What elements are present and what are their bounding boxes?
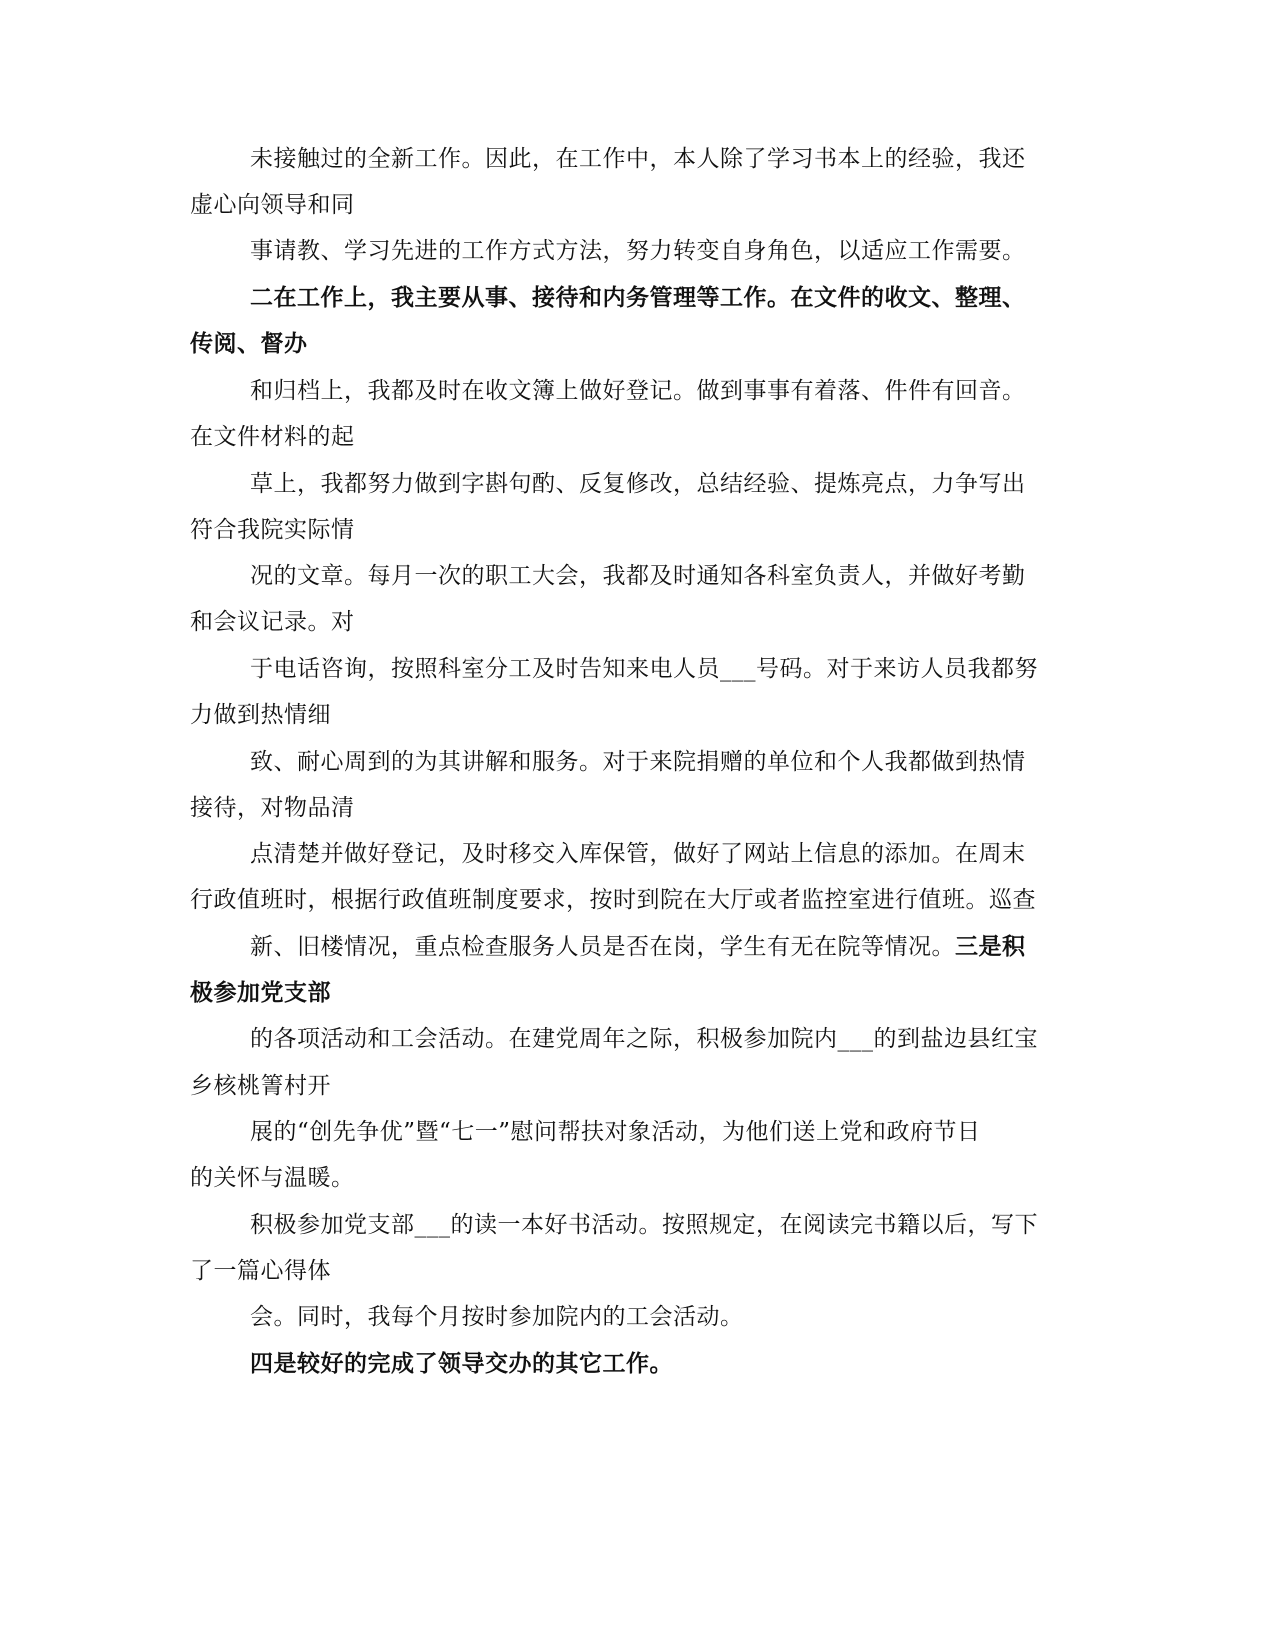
section-heading-line: 传阅、督办: [190, 330, 308, 357]
text-line: 事请教、学习先进的工作方式方法，努力转变自身角色，以适应工作需要。: [250, 238, 1026, 264]
text-line: 和归档上，我都及时在收文簿上做好登记。做到事事有着落、件件有回音。: [250, 378, 1026, 404]
section-heading-line: 二在工作上，我主要从事、接待和内务管理等工作。在文件的收文、整理、: [250, 284, 1026, 311]
text-line: 力做到热情细: [190, 702, 331, 728]
text-line: 会。同时，我每个月按时参加院内的工会活动。: [250, 1304, 744, 1330]
section-heading-line: 极参加党支部: [190, 979, 331, 1006]
text-line: 未接触过的全新工作。因此，在工作中，本人除了学习书本上的经验，我还: [250, 146, 1026, 172]
text-line: 在文件材料的起: [190, 424, 355, 450]
text-line: 符合我院实际情: [190, 517, 355, 543]
text-line: 况的文章。每月一次的职工大会，我都及时通知各科室负责人，并做好考勤: [250, 563, 1026, 589]
text-line: 于电话咨询，按照科室分工及时告知来电人员___号码。对于来访人员我都努: [250, 656, 1038, 682]
section-heading-line: 四是较好的完成了领导交办的其它工作。: [250, 1350, 673, 1377]
text-line: 行政值班时，根据行政值班制度要求，按时到院在大厅或者监控室进行值班。巡查: [190, 887, 1036, 913]
text-line: 致、耐心周到的为其讲解和服务。对于来院捐赠的单位和个人我都做到热情: [250, 749, 1026, 775]
text-line: 展的“创先争优”暨“七一”慰问帮扶对象活动，为他们送上党和政府节日: [250, 1119, 981, 1145]
text-line: 草上，我都努力做到字斟句酌、反复修改，总结经验、提炼亮点，力争写出: [250, 471, 1026, 497]
text-line: 的关怀与温暖。: [190, 1165, 355, 1191]
text-line: 接待，对物品清: [190, 795, 355, 821]
text-line: 和会议记录。对: [190, 609, 355, 635]
text-line: [250, 932, 1026, 962]
text-line: 点清楚并做好登记，及时移交入库保管，做好了网站上信息的添加。在周末: [250, 841, 1026, 867]
text-line: 了一篇心得体: [190, 1258, 331, 1284]
section-heading-segment: 三是积: [955, 933, 1026, 960]
text-segment: 新、旧楼情况，重点检查服务人员是否在岗，学生有无在院等情况。: [250, 934, 955, 960]
text-line: 的各项活动和工会活动。在建党周年之际，积极参加院内___的到盐边县红宝: [250, 1026, 1038, 1052]
text-line: 虚心向领导和同: [190, 192, 355, 218]
text-line: 积极参加党支部___的读一本好书活动。按照规定，在阅读完书籍以后，写下: [250, 1212, 1038, 1238]
text-line: 乡核桃箐村开: [190, 1073, 331, 1099]
